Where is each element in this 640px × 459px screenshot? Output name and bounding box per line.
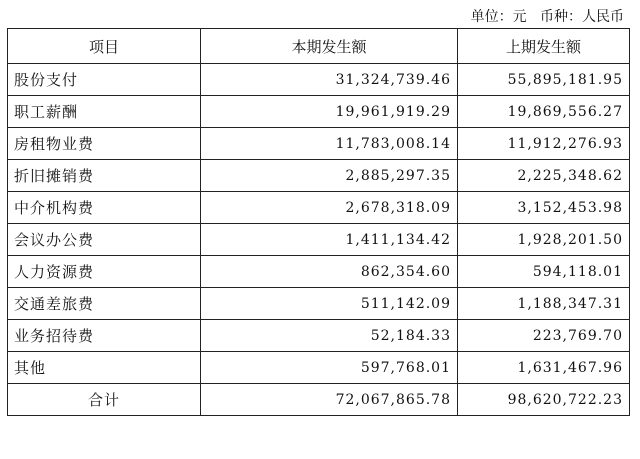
row-item-label: 其他 xyxy=(8,352,201,384)
row-current-value: 2,678,318.09 xyxy=(201,192,458,224)
table-row xyxy=(8,288,630,320)
table-header-row xyxy=(8,29,630,64)
table-row xyxy=(8,128,630,160)
table-total-row xyxy=(8,384,630,416)
row-current-value: 52,184.33 xyxy=(201,320,458,352)
row-current-value: 19,961,919.29 xyxy=(201,96,458,128)
row-previous-value: 3,152,453.98 xyxy=(458,192,630,224)
row-previous-value: 223,769.70 xyxy=(458,320,630,352)
expense-table xyxy=(7,28,630,416)
table-row xyxy=(8,256,630,288)
row-item-label: 人力资源费 xyxy=(8,256,201,288)
row-current-value: 11,783,008.14 xyxy=(201,128,458,160)
row-current-value: 1,411,134.42 xyxy=(201,224,458,256)
column-header-previous-period: 上期发生额 xyxy=(458,29,630,64)
row-item-label: 股份支付 xyxy=(8,64,201,96)
row-item-label: 职工薪酬 xyxy=(8,96,201,128)
row-current-value: 2,885,297.35 xyxy=(201,160,458,192)
row-current-value: 511,142.09 xyxy=(201,288,458,320)
table-row xyxy=(8,96,630,128)
row-current-value: 31,324,739.46 xyxy=(201,64,458,96)
unit-label: 单位：元 xyxy=(470,9,527,25)
total-label: 合计 xyxy=(8,384,201,416)
row-previous-value: 1,928,201.50 xyxy=(458,224,630,256)
row-item-label: 交通差旅费 xyxy=(8,288,201,320)
row-current-value: 597,768.01 xyxy=(201,352,458,384)
table-row xyxy=(8,224,630,256)
table-row xyxy=(8,352,630,384)
row-previous-value: 11,912,276.93 xyxy=(458,128,630,160)
row-previous-value: 1,631,467.96 xyxy=(458,352,630,384)
row-item-label: 折旧摊销费 xyxy=(8,160,201,192)
row-previous-value: 594,118.01 xyxy=(458,256,630,288)
table-row xyxy=(8,64,630,96)
column-header-item: 项目 xyxy=(8,29,201,64)
unit-currency-line xyxy=(471,6,624,26)
table-row xyxy=(8,320,630,352)
row-item-label: 中介机构费 xyxy=(8,192,201,224)
total-previous: 98,620,722.23 xyxy=(458,384,630,416)
row-item-label: 业务招待费 xyxy=(8,320,201,352)
row-item-label: 会议办公费 xyxy=(8,224,201,256)
row-current-value: 862,354.60 xyxy=(201,256,458,288)
column-header-current-period: 本期发生额 xyxy=(201,29,458,64)
table-row xyxy=(8,160,630,192)
currency-label: 币种：人民币 xyxy=(540,9,624,25)
row-previous-value: 2,225,348.62 xyxy=(458,160,630,192)
table-row xyxy=(8,192,630,224)
row-previous-value: 55,895,181.95 xyxy=(458,64,630,96)
total-current: 72,067,865.78 xyxy=(201,384,458,416)
row-previous-value: 19,869,556.27 xyxy=(458,96,630,128)
row-previous-value: 1,188,347.31 xyxy=(458,288,630,320)
row-item-label: 房租物业费 xyxy=(8,128,201,160)
